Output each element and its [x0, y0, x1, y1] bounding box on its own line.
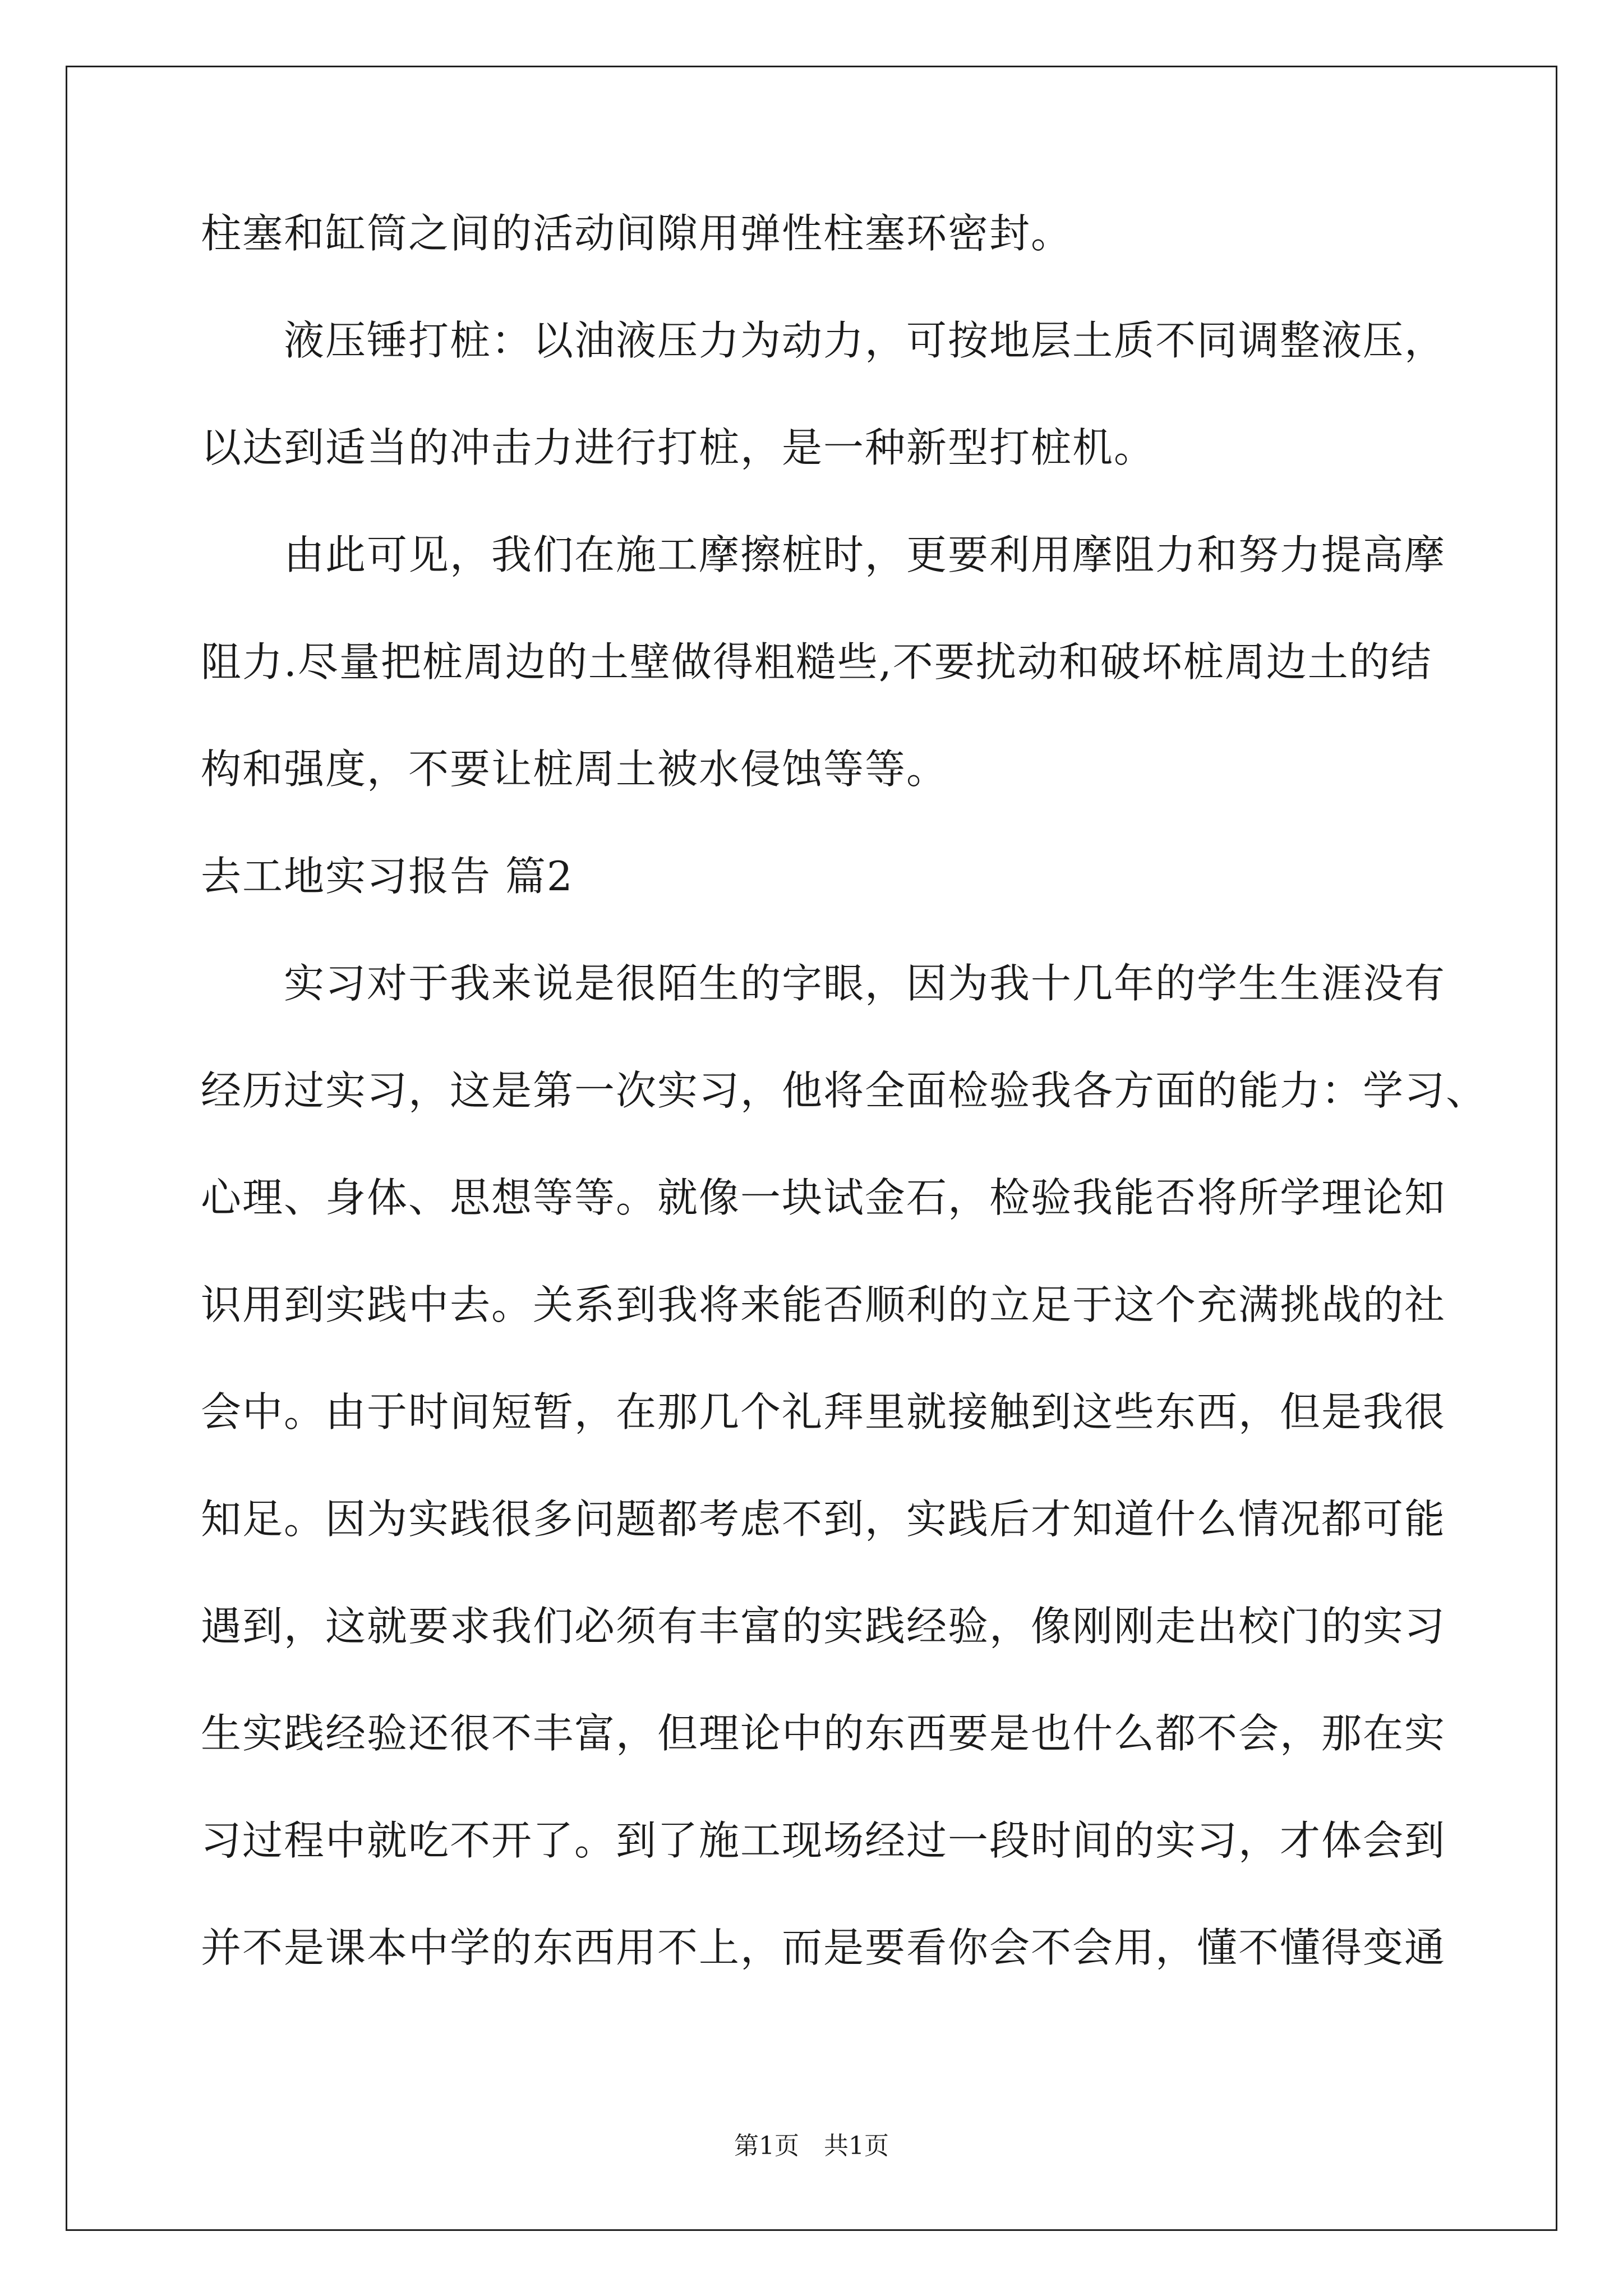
text-line: 经历过实习，这是第一次实习，他将全面检验我各方面的能力：学习、 — [201, 1067, 1488, 1114]
text-line: 会中。由于时间短暂，在那几个礼拜里就接触到这些东西，但是我很 — [201, 1388, 1446, 1435]
text-line: 实习对于我来说是很陌生的字眼，因为我十几年的学生生涯没有 — [284, 960, 1446, 1007]
text-line: 遇到，这就要求我们必须有丰富的实践经验，像刚刚走出校门的实习 — [201, 1603, 1446, 1650]
document-body — [201, 210, 1488, 2035]
text-line: 液压锤打桩：以油液压力为动力，可按地层土质不同调整液压， — [284, 317, 1446, 364]
text-line: 由此可见，我们在施工摩擦桩时，更要利用摩阻力和努力提高摩 — [284, 531, 1446, 578]
text-line: 阻力.尽量把桩周边的土壁做得粗糙些,不要扰动和破坏桩周边土的结 — [201, 638, 1432, 685]
text-line: 知足。因为实践很多问题都考虑不到，实践后才知道什么情况都可能 — [201, 1496, 1446, 1543]
text-line: 习过程中就吃不开了。到了施工现场经过一段时间的实习，才体会到 — [201, 1817, 1446, 1864]
text-line: 构和强度，不要让桩周土被水侵蚀等等。 — [201, 746, 948, 793]
text-line: 去工地实习报告 篇2 — [201, 853, 574, 900]
text-line: 柱塞和缸筒之间的活动间隙用弹性柱塞环密封。 — [201, 210, 1073, 257]
text-line: 并不是课本中学的东西用不上，而是要看你会不会用，懂不懂得变通 — [201, 1924, 1446, 1971]
text-line: 生实践经验还很不丰富，但理论中的东西要是也什么都不会，那在实 — [201, 1710, 1446, 1757]
text-line: 识用到实践中去。关系到我将来能否顺利的立足于这个充满挑战的社 — [201, 1281, 1446, 1328]
text-line: 心理、身体、思想等等。就像一块试金石，检验我能否将所学理论知 — [201, 1174, 1446, 1221]
text-line: 以达到适当的冲击力进行打桩，是一种新型打桩机。 — [201, 424, 1156, 471]
page-footer: 第1页 共1页 — [734, 2132, 889, 2160]
